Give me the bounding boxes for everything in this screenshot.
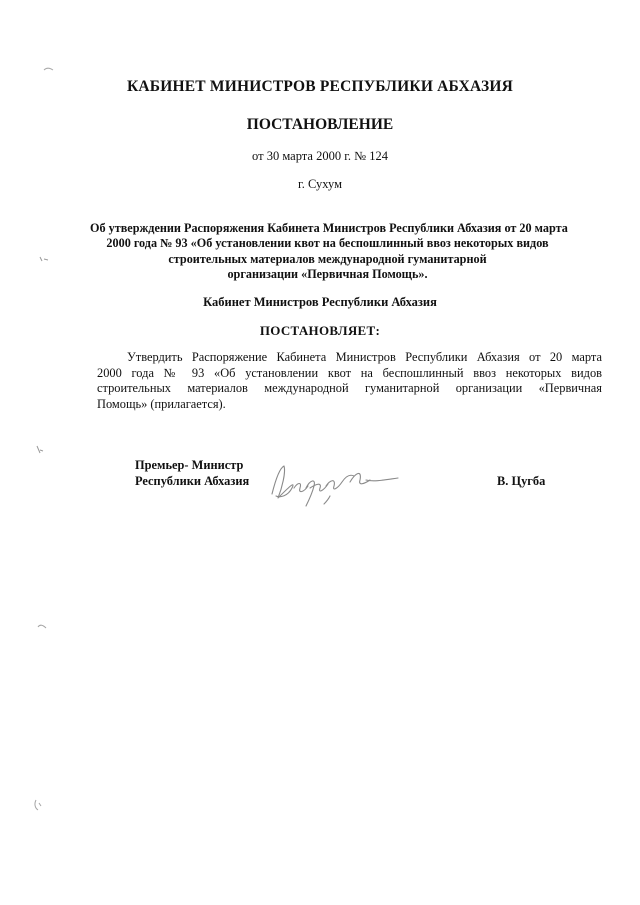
scan-speck — [42, 64, 56, 74]
document-type: ПОСТАНОВЛЕНИЕ — [246, 116, 394, 133]
body-line: 2000 года № 93 «Об установлении квот на беспошлинный ввоз некоторых видов — [97, 365, 602, 380]
subject-line: 2000 года № 93 «Об установлении квот на беспошлинный ввоз некоторых видов — [106, 236, 549, 251]
document-subject — [90, 221, 568, 283]
subject-line: организации «Первичная Помощь». — [227, 267, 428, 282]
position-line: Премьер- Министр — [135, 458, 244, 472]
organization-title: КАБИНЕТ МИНИСТРОВ РЕСПУБЛИКИ АБХАЗИЯ — [126, 78, 514, 95]
body-line: строительных материалов международной гуманитарной организации «Первичная — [97, 381, 602, 396]
subject-line: строительных материалов международной гуманитарной — [168, 251, 487, 266]
signatory-position — [135, 458, 249, 489]
body-line: Утвердить Распоряжение Кабинета Министров Республики Абхазия от 20 марта — [127, 350, 602, 364]
city: г. Сухум — [297, 177, 342, 191]
signatory-name: В. Цугба — [497, 474, 546, 488]
subject-line: Об утверждении Распоряжения Кабинета Министров Республики Абхазия от 20 марта — [90, 221, 568, 235]
scan-speck — [38, 254, 50, 264]
date-and-number: от 30 марта 2000 г. № 124 — [252, 149, 388, 163]
issuer: Кабинет Министров Республики Абхазия — [203, 295, 437, 309]
scan-speck — [36, 622, 48, 632]
position-line: Республики Абхазия — [135, 473, 250, 488]
handwritten-signature — [266, 458, 406, 508]
body-paragraph — [97, 350, 602, 412]
scan-speck — [32, 798, 44, 812]
body-line: Помощь» (прилагается). — [97, 396, 226, 411]
scan-speck — [34, 444, 46, 456]
decrees-heading: ПОСТАНОВЛЯЕТ: — [259, 323, 381, 338]
